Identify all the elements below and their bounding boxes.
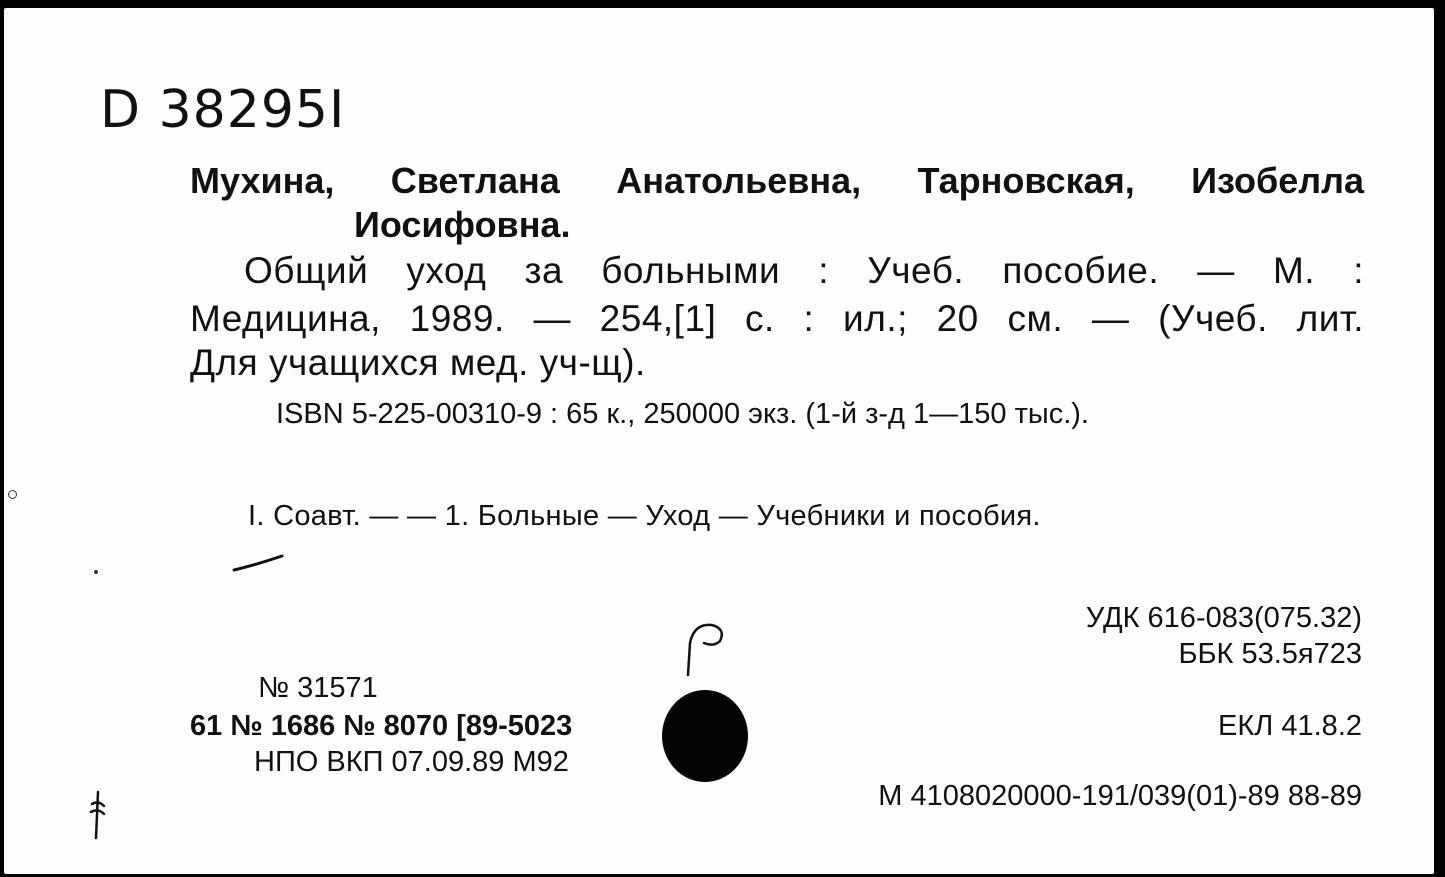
- udk-code: УДК 616-083(075.32): [1085, 602, 1362, 634]
- subject-headings: I. Соавт. — — 1. Больные — Уход — Учебники и пособия.: [248, 500, 1041, 532]
- handwritten-p-mark: [680, 613, 740, 683]
- description-line-2: Медицина, 1989. — 254,[1] с. : ил.; 20 см. — (Учеб. лит.: [190, 298, 1364, 339]
- bbk-code: ББК 53.5я723: [1178, 638, 1362, 670]
- description-line-1: Общий уход за больными : Учеб. пособие. — М. :: [244, 250, 1364, 291]
- print-info-line-2: НПО ВКП 07.09.89 М92: [254, 746, 569, 778]
- print-info-line-1: [190, 710, 702, 743]
- card-number: № 31571: [258, 672, 378, 704]
- pencil-dash-mark: [232, 552, 284, 574]
- stray-dot-mark: [8, 490, 17, 499]
- ekl-code: ЕКЛ 41.8.2: [1218, 710, 1362, 742]
- pen-scribble-mark: [86, 790, 108, 842]
- description-line-3: Для учащихся мед. уч-щ).: [190, 342, 646, 383]
- authors-line-2: Иосифовна.: [354, 204, 571, 245]
- handwritten-call-number: D 38295I: [100, 80, 346, 140]
- catalog-card: [4, 8, 1434, 874]
- isbn-line: ISBN 5-225-00310-9 : 65 к., 250000 экз. (1-й з-д 1—150 тыс.).: [276, 398, 1089, 430]
- punch-hole: [662, 690, 748, 782]
- authors-line-1: Мухина, Светлана Анатольевна, Тарновская, Изобелла: [190, 160, 1364, 201]
- print-info-line-1-text: 61 № 1686 № 8070 [89-5023: [190, 710, 573, 742]
- m-code: М 4108020000-191/039(01)-89 88-89: [878, 780, 1362, 812]
- stray-dot-mark: [94, 570, 98, 574]
